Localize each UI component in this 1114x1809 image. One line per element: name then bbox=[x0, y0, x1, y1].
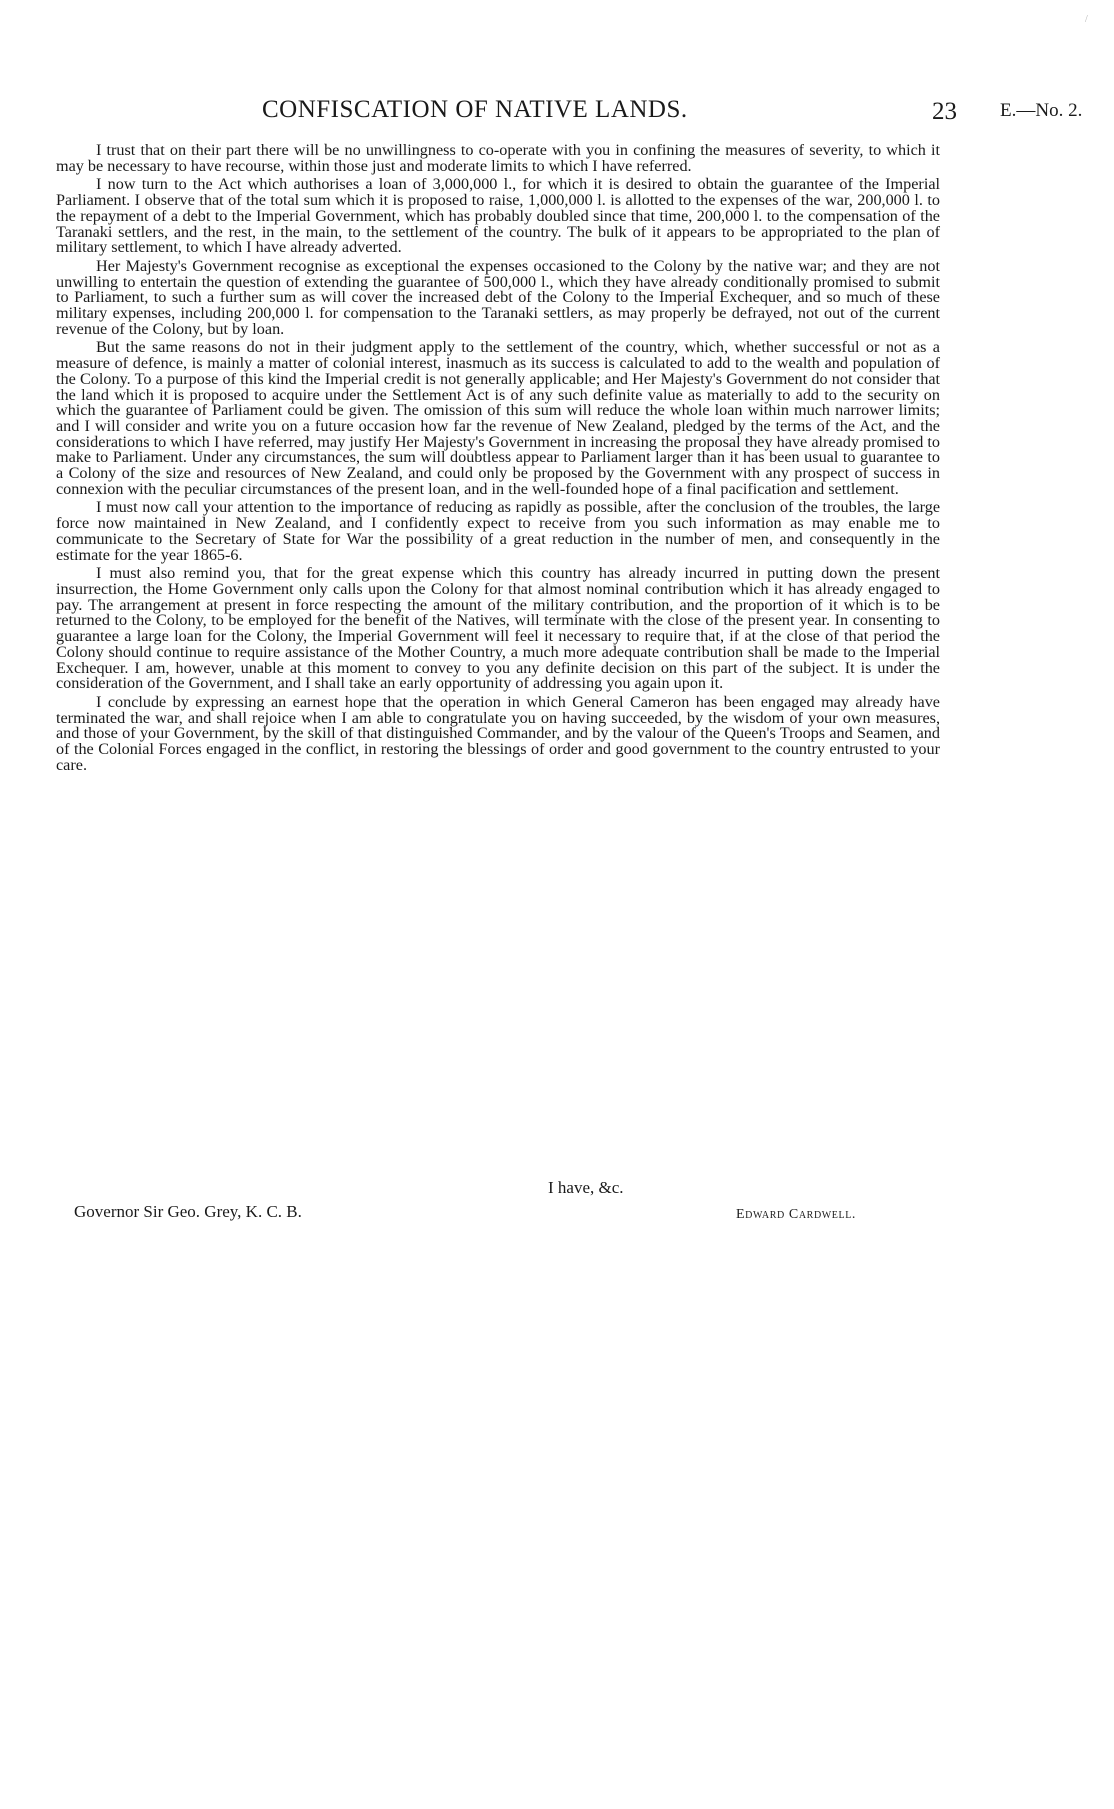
document-reference: E.—No. 2. bbox=[1000, 100, 1083, 121]
paragraph-conclusion: I conclude by expressing an earnest hope that the operation in which General Cameron has been engaged may already have terminated the war, and shall rejoice when I am able to congratulate you on having succeeded, by the wisdom of your own measures, and those of your Government, by the skill of that distinguished Commander, and by the valour of the Queen's Troops and Seamen, and of the Colonial Forces engaged in the conflict, in restoring the blessings of order and good government to the country entrusted to your care. bbox=[56, 692, 940, 774]
paragraph-military-contribution: I must also remind you, that for the great expense which this country has already incurred in putting down the present insurrection, the Home Government only calls upon the Colony for that almost nominal contribution which it has already engaged to pay. The arrangement at present in force respecting the amount of the military contribution, and the proportion of it which is to be returned to the Colony, to be employed for the benefit of the Natives, will terminate with the close of the present year. In consenting to guarantee a large loan for the Colony, the Imperial Government will feel it necessary to require that, if at the close of that period the Colony should continue to require assistance of the Mother Country, a much more adequate contribution shall be made to the Imperial Exchequer. I am, however, unable at this moment to convey to you any definite decision on this part of the subject. It is under the consideration of the Government, and I shall take an early opportunity of addressing you again upon it. bbox=[56, 564, 940, 693]
paragraph-settlement: But the same reasons do not in their judgment apply to the settlement of the country, which, whether successful or not as a measure of defence, is mainly a matter of colonial interest, inasmuch as its success is calculated to add to the wealth and population of the Colony. To a purpose of this kind the Imperial credit is not generally applicable; and Her Majesty's Government do not consider that the land which it is proposed to acquire under the Settlement Act is of any such definite value as materially to add to the security on which the guarantee of Parliament could be given. The omission of this sum will reduce the whole loan within much narrower limits; and I will consider and write you on a future occasion how far the revenue of New Zealand, pledged by the terms of the Act, and the considerations to which I have referred, may justify Her Majesty's Government in increasing the proposal they have already promised to make to Parliament. Under any circumstances, the sum will doubtless appear to Parliament larger than it has been usual to guarantee to a Colony of the size and resources of New Zealand, and could only be proposed by the Government with any prospect of success in connexion with the peculiar circumstances of the present loan, and in the well-founded hope of a final pacification and settlement. bbox=[56, 338, 940, 498]
letter-body bbox=[56, 143, 940, 776]
closing-phrase: I have, &c. bbox=[548, 1178, 624, 1197]
addressee: Governor Sir Geo. Grey, K. C. B. bbox=[74, 1202, 302, 1221]
paragraph-exceptional-expenses: Her Majesty's Government recognise as exceptional the expenses occasioned to the Colony by the native war; and they are not unwilling to entertain the question of extending the guarantee of 500,000 l., which they have already conditionally promised to submit to Parliament, to such a further sum as will cover the increased debt of the Colony to the Imperial Exchequer, and so much of these military expenses, including 200,000 l. for compensation to the Taranaki settlers, as may properly be defrayed, not out of the current revenue of the Colony, but by loan. bbox=[56, 256, 940, 338]
signature: Edward Cardwell. bbox=[736, 1207, 857, 1222]
page-number: 23 bbox=[932, 98, 957, 125]
paragraph-cooperation: I trust that on their part there will be no unwillingness to co-operate with you in confining the measures of severity, to which it may be necessary to have recourse, within those just and moderate limits to which I have referred. bbox=[56, 141, 940, 175]
running-header bbox=[0, 96, 1114, 136]
paragraph-force-reduction: I must now call your attention to the importance of reducing as rapidly as possible, after the conclusion of the troubles, the large force now maintained in New Zealand, and I confidently expect to receive from you such information as may enable me to communicate to the Secretary of State for War the possibility of a great reduction in the number of men, and consequently in the estimate for the year 1865-6. bbox=[56, 498, 940, 564]
margin-tick-mark: / bbox=[1085, 14, 1088, 25]
page-title: CONFISCATION OF NATIVE LANDS. bbox=[262, 96, 688, 123]
letter-closing bbox=[0, 1178, 1114, 1238]
paragraph-loan-act: I now turn to the Act which authorises a loan of 3,000,000 l., for which it is desired to obtain the guarantee of the Imperial Parliament. I observe that of the total sum which it is proposed to raise, 1,000,000 l. is allotted to the expenses of the war, 200,000 l. to the repayment of a debt to the Imperial Government, which has probably doubled since that time, 200,000 l. to the compensation of the Taranaki settlers, and the rest, in the main, to the settlement of the country. The bulk of it appears to be appropriated to the plan of military settlement, to which I have already adverted. bbox=[56, 175, 940, 257]
